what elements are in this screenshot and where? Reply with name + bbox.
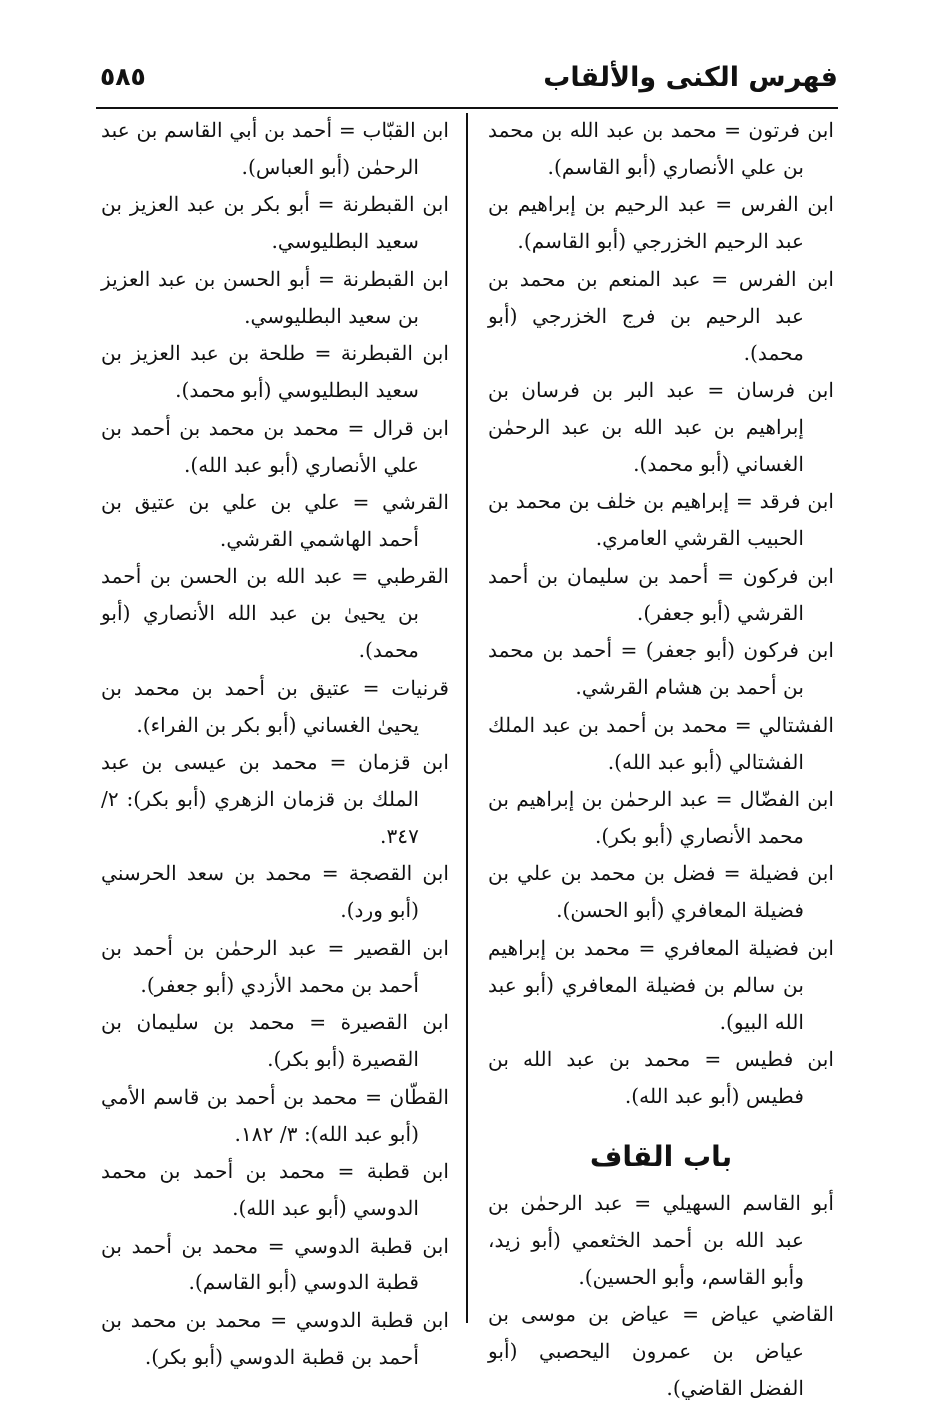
index-entry: ابن فركون (أبو جعفر) = أحمد بن محمد بن أحمد بن هشام القرشي.: [488, 638, 834, 700]
header-rule: [96, 107, 838, 109]
index-entry: ابن قزمان = محمد بن عيسى بن عبد الملك بن قزمان الزهري (أبو بكر): ٢/ ٣٤٧.: [101, 750, 449, 848]
index-entry: ابن القصيرة = محمد بن سليمان بن القصيرة (أبو بكر).: [101, 1010, 449, 1072]
index-entry: ابن فضيلة المعافري = محمد بن إبراهيم بن سالم بن فضيلة المعافري (أبو عبد الله البيو).: [488, 935, 834, 1034]
left-column: [101, 112, 449, 1376]
index-entry: قرنيات = عتيق بن أحمد بن محمد بن يحيىٰ الغساني (أبو بكر بن الفراء).: [101, 675, 449, 737]
index-entry: ابن فطيس = محمد بن عبد الله بن فطيس (أبو عبد الله).: [488, 1047, 834, 1109]
index-entry: ابن فرقد = إبراهيم بن خلف بن محمد بن الحبيب القرشي العامري.: [488, 489, 834, 551]
running-title: فهرس الكنى والألقاب: [543, 62, 838, 93]
index-entry: ابن القصجة = محمد بن سعد الحرسني (أبو ورد).: [101, 861, 449, 923]
index-entry: القرشي = علي بن علي بن عتيق بن أحمد الهاشمي القرشي.: [101, 490, 449, 551]
index-entry: أبو القاسم السهيلي = عبد الرحمٰن بن عبد الله بن أحمد الخثعمي (أبو زيد، وأبو القاسم، وأبو الحسين).: [488, 1191, 834, 1289]
index-entry: ابن قطبة الدوسي = محمد بن محمد بن أحمد بن قطبة الدوسي (أبو بكر).: [101, 1307, 449, 1369]
index-entry: ابن القبطرنة = أبو بكر بن عبد العزيز بن سعيد البطليوسي.: [101, 192, 449, 254]
index-entry: القطّان = محمد بن أحمد بن قاسم الأمي (أبو عبد الله): ٣/ ١٨٢.: [101, 1084, 449, 1146]
index-entry: ابن الفرس = عبد الرحيم بن إبراهيم بن عبد الرحيم الخزرجي (أبو القاسم).: [488, 192, 834, 254]
index-entry: ابن الفرس = عبد المنعم بن محمد بن عبد الرحيم بن فرج الخزرجي (أبو محمد).: [488, 266, 834, 365]
index-entry: ابن قرال = محمد بن محمد بن أحمد بن علي الأنصاري (أبو عبد الله).: [101, 415, 449, 477]
index-entry: ابن الفضّال = عبد الرحمٰن بن إبراهيم بن محمد الأنصاري (أبو بكر).: [488, 787, 834, 848]
index-entry: ابن فرسان = عبد البر بن فرسان بن إبراهيم بن عبد الله بن عبد الرحمٰن الغساني (أبو محمد).: [488, 378, 834, 476]
index-entry: ابن فرتون = محمد بن عبد الله بن محمد بن علي الأنصاري (أبو القاسم).: [488, 118, 834, 179]
index-entry: ابن فركون = أحمد بن سليمان بن أحمد القرشي (أبو جعفر).: [488, 563, 834, 625]
index-entry: ابن قطبة = محمد بن أحمد بن محمد الدوسي (أبو عبد الله).: [101, 1159, 449, 1220]
index-entry: ابن القبّاب = أحمد بن أبي القاسم بن عبد الرحمٰن (أبو العباس).: [101, 118, 449, 179]
index-entry: ابن قطبة الدوسي = محمد بن أحمد بن قطبة الدوسي (أبو القاسم).: [101, 1233, 449, 1295]
right-column: [488, 112, 834, 1408]
page-number: ٥٨٥: [100, 62, 146, 91]
index-entry: ابن القصير = عبد الرحمٰن بن أحمد بن أحمد بن محمد الأزدي (أبو جعفر).: [101, 935, 449, 997]
index-entry: القرطبي = عبد الله بن الحسن بن أحمد بن يحيىٰ بن عبد الله الأنصاري (أبو محمد).: [101, 564, 449, 663]
section-heading: باب القاف: [589, 1140, 733, 1173]
index-entry: القاضي عياض = عياض بن موسى بن عياض بن عمرون اليحصبي (أبو الفضل القاضي).: [488, 1302, 834, 1401]
index-entry: ابن فضيلة = فضل بن محمد بن علي بن فضيلة المعافري (أبو الحسن).: [488, 861, 834, 923]
index-entry: الفشتالي = محمد بن أحمد بن عبد الملك الفشتالي (أبو عبد الله).: [488, 712, 834, 774]
index-entry: ابن القبطرنة = أبو الحسن بن عبد العزيز بن سعيد البطليوسي.: [101, 266, 449, 328]
index-entry: ابن القبطرنة = طلحة بن عبد العزيز بن سعيد البطليوسي (أبو محمد).: [101, 341, 449, 403]
column-divider: [466, 113, 468, 1323]
